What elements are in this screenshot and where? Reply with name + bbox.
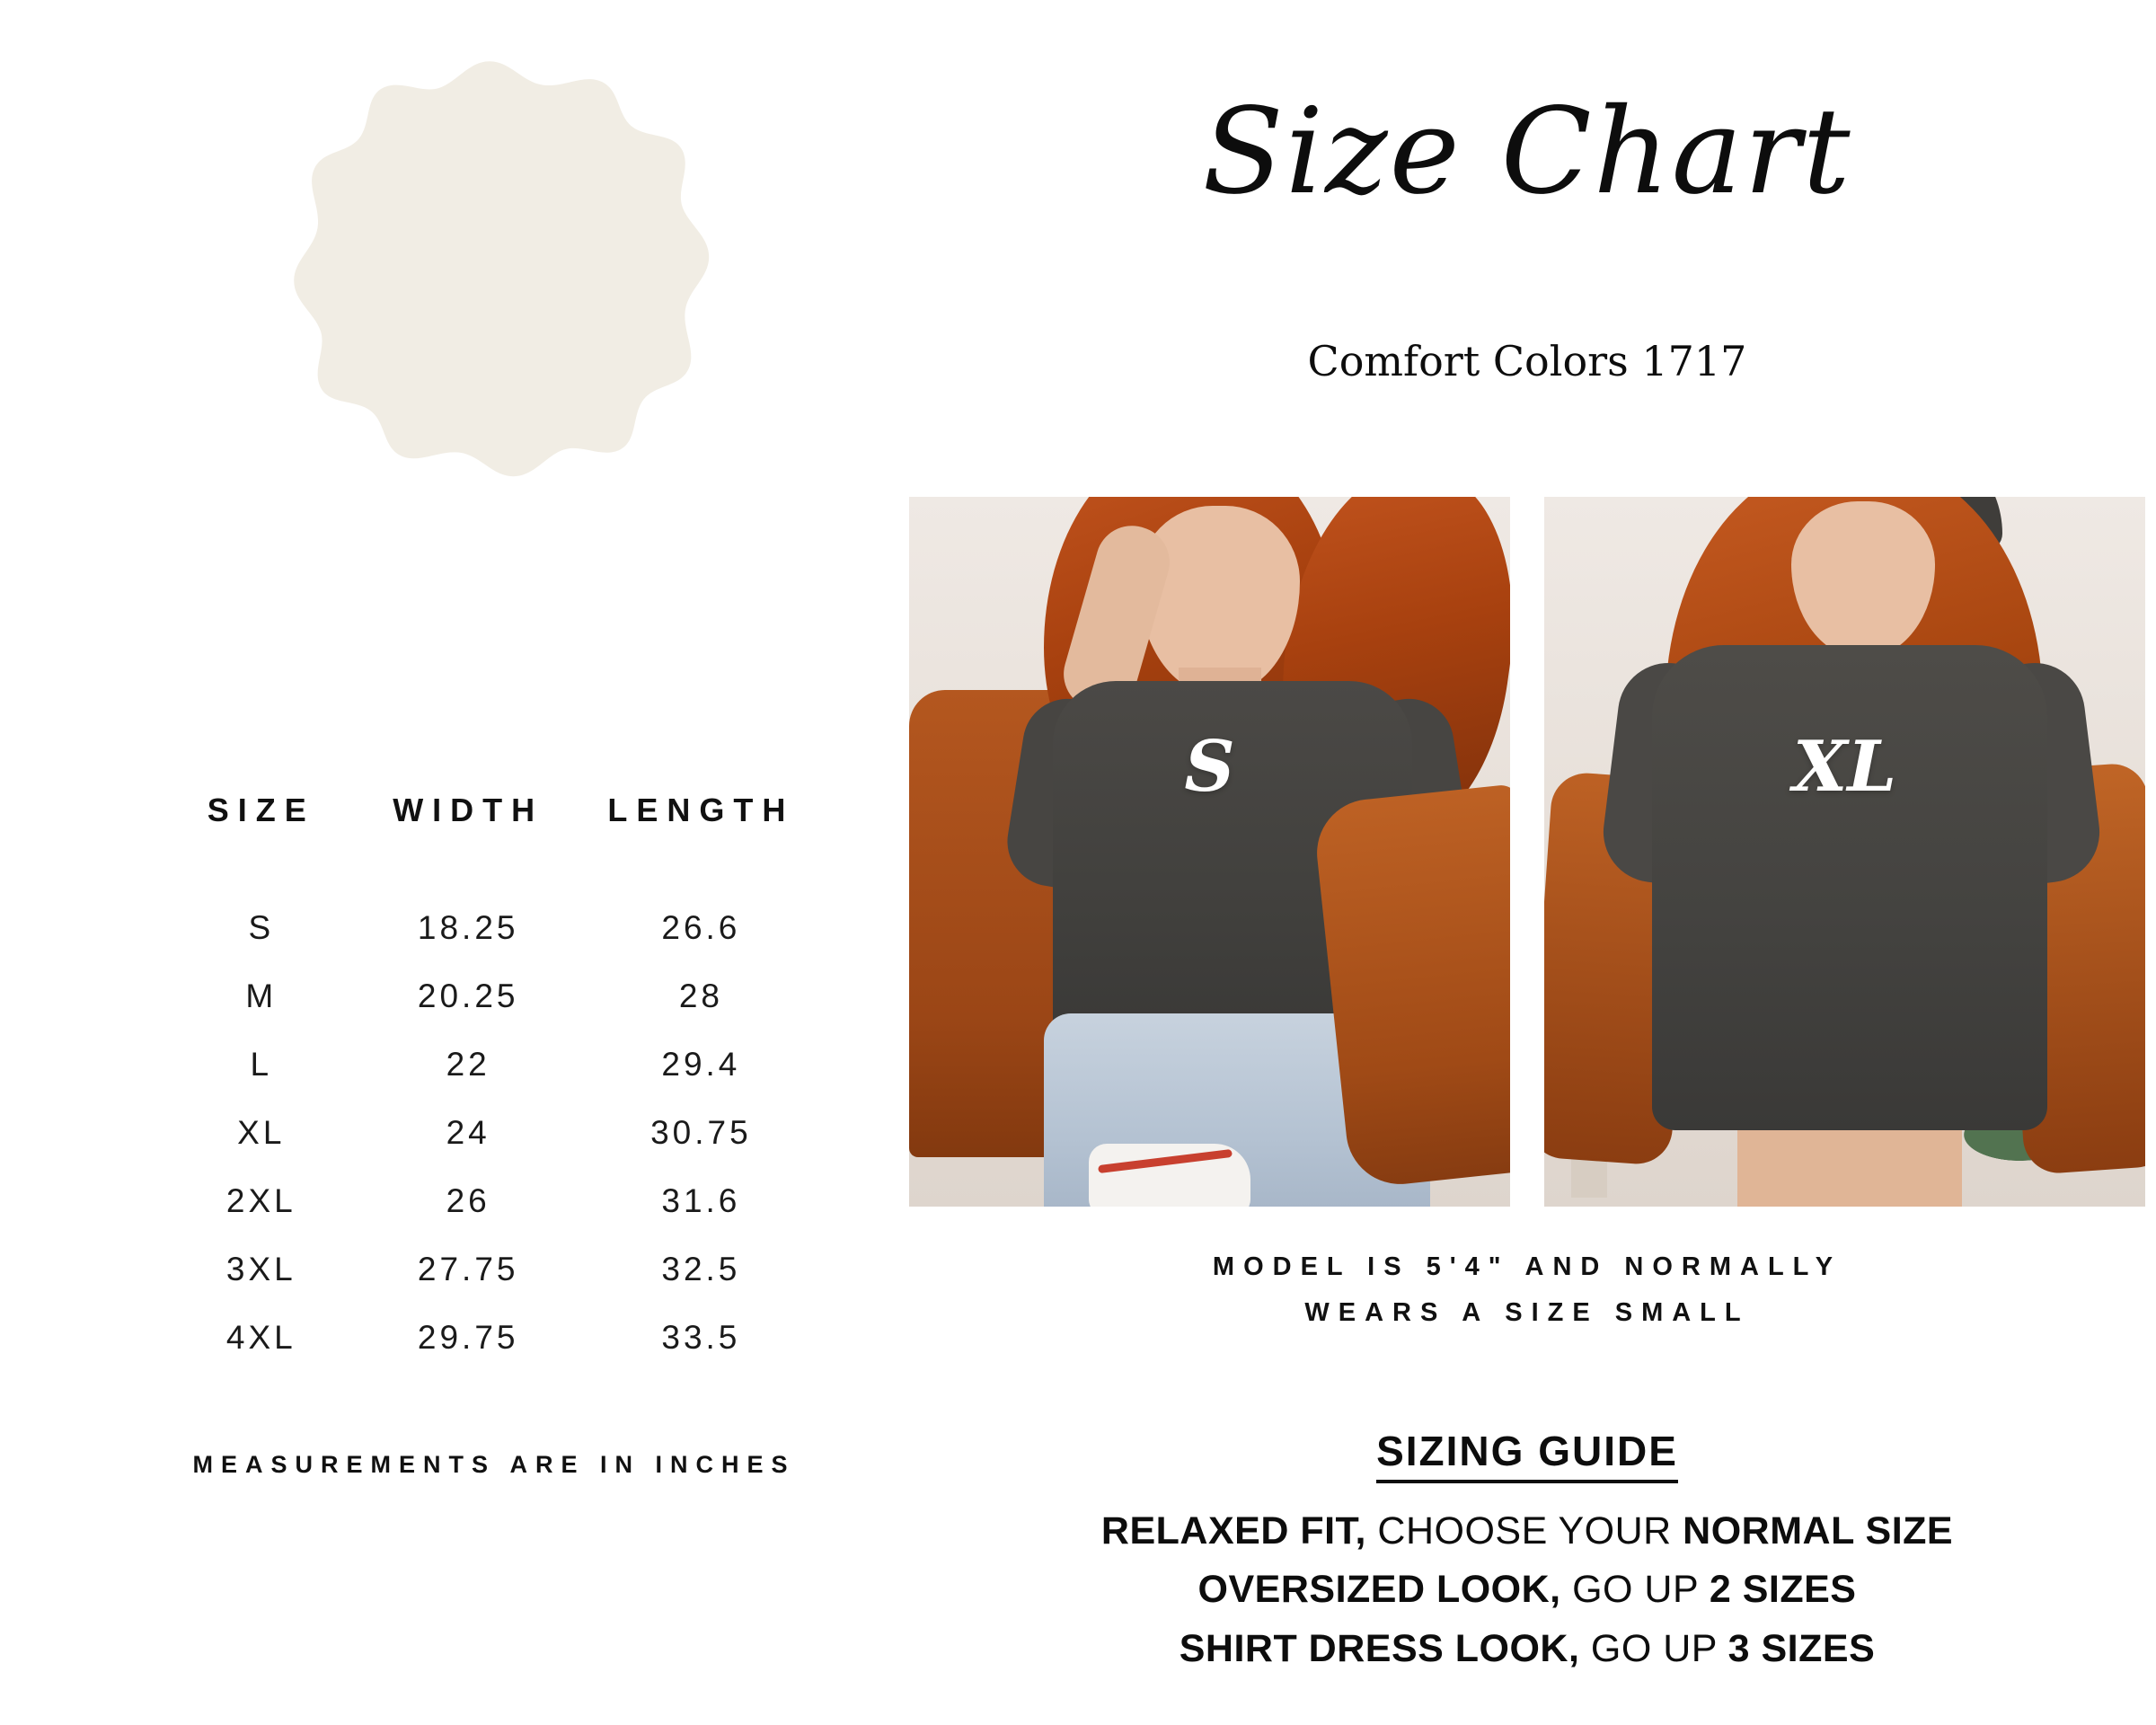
- cell-length: 32.5: [661, 1251, 741, 1287]
- table-row: [171, 1167, 817, 1235]
- column-header-size: SIZE: [207, 792, 315, 828]
- measurement-table-block: [171, 791, 817, 1479]
- guide-line-2-bold-end: 2 SIZES: [1709, 1568, 1857, 1612]
- cell-length: 29.4: [661, 1046, 741, 1083]
- column-header-length: LENGTH: [607, 792, 795, 828]
- model-note-line-2: WEARS A SIZE SMALL: [1304, 1297, 1750, 1327]
- cell-width: 22: [446, 1046, 490, 1083]
- cell-width: 27.75: [417, 1251, 519, 1287]
- size-table: [171, 791, 817, 1372]
- cell-size: M: [245, 978, 278, 1014]
- photo-gallery: [909, 497, 2145, 1207]
- cell-size: XL: [237, 1114, 286, 1151]
- table-row: [171, 1099, 817, 1167]
- guide-line-1-bold-start: RELAXED FIT,: [1100, 1509, 1366, 1552]
- guide-line-1-normal: CHOOSE YOUR: [1365, 1509, 1683, 1552]
- cell-length: 33.5: [661, 1319, 741, 1356]
- cell-size: 3XL: [225, 1251, 296, 1287]
- page-title: Size Chart: [1202, 83, 1852, 221]
- guide-line-3-bold-end: 3 SIZES: [1727, 1626, 1876, 1670]
- cell-length: 30.75: [650, 1114, 752, 1151]
- model-note-line-1: MODEL IS 5'4" AND NORMALLY: [1212, 1252, 1842, 1281]
- column-header-width: WIDTH: [393, 792, 544, 828]
- guide-line-3-normal: GO UP: [1579, 1626, 1728, 1670]
- cell-width: 18.25: [417, 909, 519, 946]
- table-row: [171, 1304, 817, 1372]
- cell-width: 20.25: [417, 978, 519, 1014]
- guide-line-2-bold-start: OVERSIZED LOOK,: [1197, 1568, 1561, 1612]
- photo-size-label: S: [1184, 726, 1235, 808]
- cell-size: 4XL: [225, 1319, 296, 1356]
- tee-body-oversized: [1652, 645, 2047, 1130]
- cell-length: 31.6: [661, 1182, 741, 1219]
- table-row: [171, 894, 817, 962]
- cell-size: L: [250, 1046, 273, 1083]
- cell-length: 26.6: [661, 909, 741, 946]
- guide-line-3-bold-start: SHIRT DRESS LOOK,: [1179, 1626, 1580, 1670]
- model-photo-small: [909, 497, 1510, 1207]
- cell-width: 24: [446, 1114, 490, 1151]
- page-subtitle: Comfort Colors 1717: [1307, 337, 1747, 385]
- model-legs: [1737, 1117, 1962, 1207]
- cell-size: 2XL: [225, 1182, 296, 1219]
- guide-line-2-normal: GO UP: [1560, 1568, 1710, 1612]
- measurements-footnote: MEASUREMENTS ARE IN INCHES: [192, 1451, 796, 1478]
- table-row: [171, 1031, 817, 1099]
- sizing-guide-line: [898, 1620, 2156, 1678]
- model-photo-xl: [1544, 497, 2145, 1207]
- model-height-note: [898, 1244, 2156, 1336]
- sizing-guide-line: [898, 1561, 2156, 1619]
- guide-line-1-bold-end: NORMAL SIZE: [1683, 1509, 1954, 1552]
- table-row: [171, 962, 817, 1031]
- sizing-guide-title: [898, 1427, 2156, 1475]
- table-row: [171, 1235, 817, 1304]
- cell-width: 29.75: [417, 1319, 519, 1356]
- right-column: [898, 0, 2156, 1725]
- sizing-guide-title-text: SIZING GUIDE: [1376, 1428, 1678, 1483]
- cell-width: 26: [446, 1182, 490, 1219]
- cell-size: S: [248, 909, 275, 946]
- photo-size-label: XL: [1792, 726, 1897, 808]
- table-header-row: [171, 791, 817, 894]
- cell-length: 28: [678, 978, 723, 1014]
- sizing-guide-lines: [898, 1502, 2156, 1678]
- sizing-guide-line: [898, 1502, 2156, 1561]
- decorative-scallop-blob: [193, 49, 786, 642]
